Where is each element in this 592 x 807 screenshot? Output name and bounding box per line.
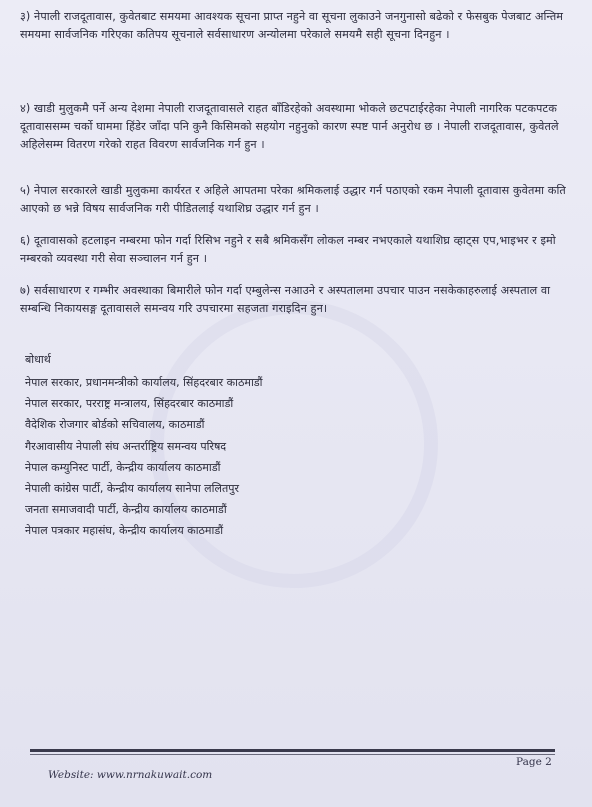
cc-list <box>25 372 263 542</box>
cc-item: नेपाल सरकार, परराष्ट्र मन्त्रालय, सिंहदरबार काठमाडौं <box>25 397 234 411</box>
cc-item: नेपाल सरकार, प्रधानमन्त्रीको कार्यालय, सिंहदरबार काठमाडौं <box>25 376 263 389</box>
cc-item: जनता समाजवादी पार्टी, केन्द्रीय कार्यालय काठमाडौं <box>25 503 227 517</box>
paragraph-4: ४) खाडी मुलुकमै पर्ने अन्य देशमा नेपाली राजदूतावासले राहत बाँडिरहेको अवस्थामा भोकले छटपटाईरहेका नेपाली नागरिक पटकपटक दूतावाससम्म चर्को घाममा हिंडेर जाँदा पनि कुनै किसिमको सहयोग नहुनुको कारण स्पष्ट पार्न अनुरोध छ । नेपाली राजदूतावास, कुवेतले अहिलेसम्म वितरण गरेको राहत विवरण सार्वजनिक गर्न हुन । <box>20 102 559 151</box>
paragraph-7: ७) सर्वसाधारण र गम्भीर अवस्थाका बिमारीले फोन गर्दा एम्बुलेन्स नआउने र अस्पतालमा उपचार पाउन नसकेकाहरुलाई अस्पताल वा सम्बन्धि निकायसङ्ग दूतावासले समन्वय गरि उपचारमा सहजता गराइदिन हुन। <box>20 284 551 315</box>
paragraph-5: ५) नेपाल सरकारले खाडी मुलुकमा कार्यरत र अहिले आपतमा परेका श्रमिकलाई उद्धार गर्न पठाएको रकम नेपाली दूतावास कुवेतमा कति आएको छ भन्ने विषय सार्वजनिक गरी पीडितलाई यथाशिघ्र उद्धार गर्न हुन । <box>20 184 566 215</box>
cc-item: नेपाल कम्युनिस्ट पार्टी, केन्द्रीय कार्यालय काठमाडौं <box>25 460 221 474</box>
cc-item: गैरआवासीय नेपाली संघ अन्तर्राष्ट्रिय समन्वय परिषद <box>25 439 227 453</box>
footer-website: Website: www.nrnakuwait.com <box>48 769 213 781</box>
footer-divider-thin <box>30 754 555 755</box>
cc-item: नेपाल पत्रकार महासंघ, केन्द्रीय कार्यालय काठमाडौं <box>25 524 224 538</box>
paragraph-6: ६) दूतावासको हटलाइन नम्बरमा फोन गर्दा रिसिभ नहुने र सबै श्रमिकसँग लोकल नम्बर नभएकाले यथाशिघ्र व्हाट्स एप,भाइभर र इमो नम्बरको व्यवस्था गरी सेवा सञ्चालन गर्न हुन । <box>20 234 556 265</box>
paragraph-3: ३) नेपाली राजदूतावास, कुवेतबाट समयमा आवश्यक सूचना प्राप्त नहुने वा सूचना लुकाउने जनगुनासो बढेको र फेसबुक पेजबाट अन्तिम समयमा सार्वजनिक गरिएका कतिपय सूचनाले सर्वसाधारण अन्योलमा परेकाले समयमै सही सूचना दिनहुन । <box>20 10 564 41</box>
footer-divider <box>30 749 555 752</box>
cc-item: नेपाली कांग्रेस पार्टी, केन्द्रीय कार्यालय सानेपा ललितपुर <box>25 481 239 495</box>
cc-item: वैदेशिक रोजगार बोर्डको सचिवालय, काठमाडौं <box>25 418 205 432</box>
cc-heading: बोधार्थ <box>25 353 51 366</box>
page-number: Page 2 <box>516 756 552 768</box>
